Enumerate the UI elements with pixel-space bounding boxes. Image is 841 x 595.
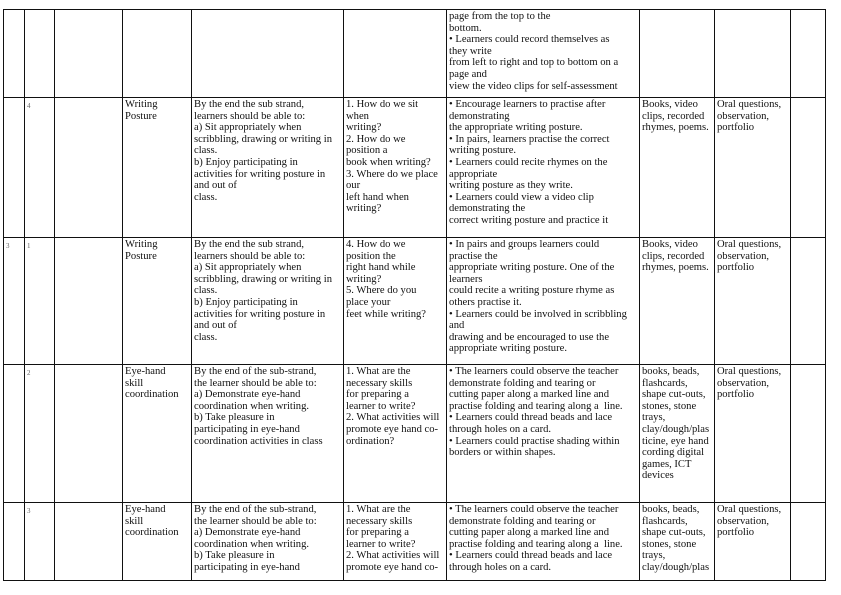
activities-text: • The learners could observe the teacher demonstrate folding and tearing or cutting paper along a marked line and practise folding and tearing along a line. • Learners could thread beads and lace through holes on a card. • Learners could practise shading within borders or within shapes. — [449, 366, 623, 459]
cell-inquiry — [344, 98, 447, 238]
cell-resources — [640, 98, 715, 238]
cell-resources — [640, 365, 715, 503]
cell-activities — [447, 98, 640, 238]
inquiry-text: 1. What are the necessary skills for preparing a learner to write? 2. What activities will promote eye hand co- — [346, 504, 440, 573]
cell-activities — [447, 503, 640, 581]
cell-sub-strand — [123, 98, 192, 238]
cell-assessment — [715, 365, 791, 503]
cell-resources — [640, 503, 715, 581]
outcomes-text: By the end the sub strand, learners should be able to: a) Sit appropriately when scribbling, drawing or writing in class. b) Enjoy participating in activities for writing posture in and out of class. — [194, 99, 332, 203]
cell-week — [4, 238, 25, 365]
cell-week — [4, 98, 25, 238]
cell-resources — [640, 238, 715, 365]
cell-assessment — [715, 10, 791, 98]
cell-reflection — [791, 503, 826, 581]
cell-reflection — [791, 238, 826, 365]
cell-lesson — [25, 10, 55, 98]
cell-week — [4, 503, 25, 581]
assessment-text: Oral questions, observation, portfolio — [717, 239, 782, 274]
resources-text: Books, video clips, recorded rhymes, poems. — [642, 239, 709, 274]
week-text: 3 — [6, 242, 10, 250]
cell-outcomes — [192, 503, 344, 581]
cell-reflection — [791, 365, 826, 503]
cell-sub-strand — [123, 365, 192, 503]
cell-week — [4, 365, 25, 503]
cell-sub-strand — [123, 10, 192, 98]
resources-text: books, beads, flashcards, shape cut-outs, stones, stone trays, clay/dough/plas ticine, eye hand cording digital games, ICT devices — [642, 366, 710, 482]
activities-text: page from the top to the bottom. • Learners could record themselves as they write from left to right and top to bottom on a page and view the video clips for self-assessment — [449, 11, 619, 92]
cell-activities — [447, 238, 640, 365]
cell-sub-strand — [123, 503, 192, 581]
cell-lesson — [25, 365, 55, 503]
sub-strand-text: Writing Posture — [125, 99, 158, 122]
assessment-text: Oral questions, observation, portfolio — [717, 366, 782, 401]
lesson-text: 1 — [27, 242, 31, 250]
table-row — [4, 238, 826, 365]
cell-inquiry — [344, 238, 447, 365]
sub-strand-text: Eye-hand skill coordination — [125, 504, 179, 539]
assessment-text: Oral questions, observation, portfolio — [717, 504, 782, 539]
cell-activities — [447, 10, 640, 98]
cell-strand — [55, 10, 123, 98]
cell-week — [4, 10, 25, 98]
cell-strand — [55, 503, 123, 581]
table-row — [4, 503, 826, 581]
cell-inquiry — [344, 10, 447, 98]
table-row — [4, 10, 826, 98]
resources-text: books, beads, flashcards, shape cut-outs, stones, stone trays, clay/dough/plas — [642, 504, 710, 573]
cell-lesson — [25, 503, 55, 581]
cell-sub-strand — [123, 238, 192, 365]
activities-text: • In pairs and groups learners could practise the appropriate writing posture. One of the learners could recite a writing posture rhyme as others practise it. • Learners could be involved in scribbling and drawing and be encouraged to use the appropriate writing posture. — [449, 239, 627, 355]
scheme-of-work-table — [3, 9, 826, 581]
cell-outcomes — [192, 98, 344, 238]
lesson-text: 3 — [27, 507, 31, 515]
inquiry-text: 4. How do we position the right hand while writing? 5. Where do you place your feet while writing? — [346, 239, 427, 320]
cell-inquiry — [344, 365, 447, 503]
sub-strand-text: Writing Posture — [125, 239, 158, 262]
cell-resources — [640, 10, 715, 98]
outcomes-text: By the end the sub strand, learners should be able to: a) Sit appropriately when scribbling, drawing or writing in class. b) Enjoy participating in activities for writing posture in and out of class. — [194, 239, 332, 343]
cell-inquiry — [344, 503, 447, 581]
assessment-text: Oral questions, observation, portfolio — [717, 99, 782, 134]
cell-assessment — [715, 98, 791, 238]
cell-reflection — [791, 98, 826, 238]
lesson-text: 4 — [27, 102, 31, 110]
activities-text: • The learners could observe the teacher demonstrate folding and tearing or cutting paper along a marked line and practise folding and tearing along a line. • Learners could thread beads and lace through holes on a card. — [449, 504, 623, 573]
cell-assessment — [715, 503, 791, 581]
cell-outcomes — [192, 238, 344, 365]
cell-reflection — [791, 10, 826, 98]
sub-strand-text: Eye-hand skill coordination — [125, 366, 179, 401]
cell-lesson — [25, 238, 55, 365]
cell-activities — [447, 365, 640, 503]
outcomes-text: By the end of the sub-strand, the learner should be able to: a) Demonstrate eye-hand coordination when writing. b) Take pleasure in participating in eye-hand coordination activities in class — [194, 366, 323, 447]
cell-lesson — [25, 98, 55, 238]
cell-strand — [55, 238, 123, 365]
resources-text: Books, video clips, recorded rhymes, poems. — [642, 99, 709, 134]
cell-assessment — [715, 238, 791, 365]
lesson-text: 2 — [27, 369, 31, 377]
cell-outcomes — [192, 365, 344, 503]
inquiry-text: 1. What are the necessary skills for preparing a learner to write? 2. What activities will promote eye hand co- ordination? — [346, 366, 440, 447]
table-row — [4, 98, 826, 238]
inquiry-text: 1. How do we sit when writing? 2. How do we position a book when writing? 3. Where do we place our left hand when writing? — [346, 99, 438, 215]
cell-strand — [55, 98, 123, 238]
activities-text: • Encourage learners to practise after demonstrating the appropriate writing posture. • In pairs, learners practise the correct writing posture. • Learners could recite rhymes on the appropriate writing posture as they write. • Learners could view a video clip demonstrating the correct writing posture and practice it — [449, 99, 610, 226]
table-row — [4, 365, 826, 503]
cell-strand — [55, 365, 123, 503]
outcomes-text: By the end of the sub-strand, the learner should be able to: a) Demonstrate eye-hand coordination when writing. b) Take pleasure in participating in eye-hand — [194, 504, 317, 573]
cell-outcomes — [192, 10, 344, 98]
